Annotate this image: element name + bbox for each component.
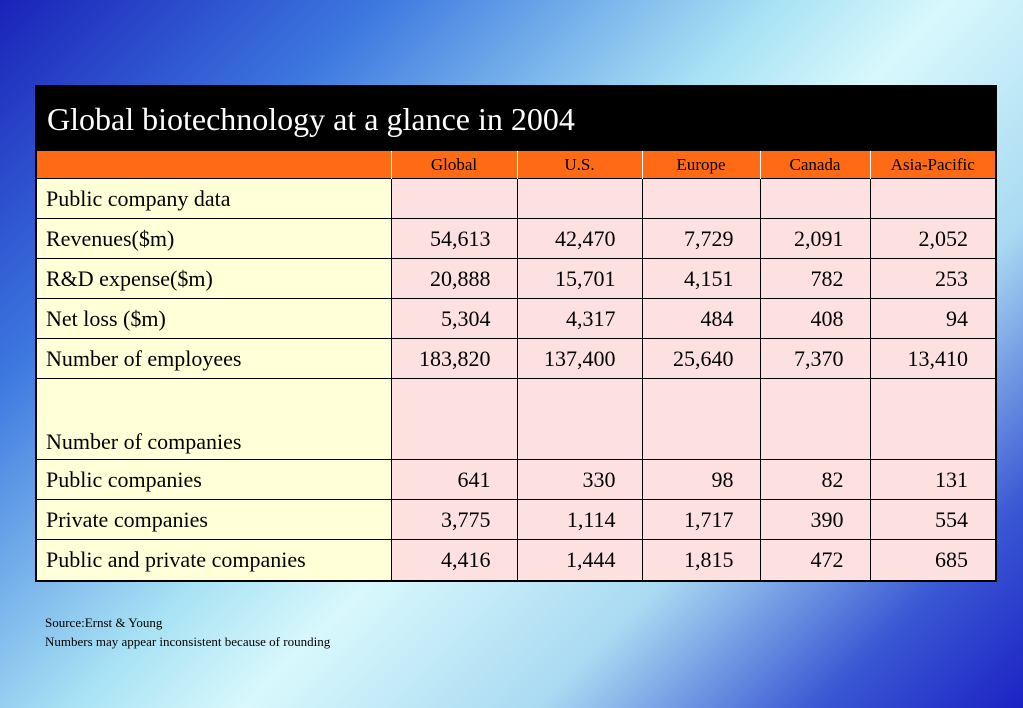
table-row (37, 379, 995, 460)
column-header-label (37, 151, 391, 179)
cell-canada: 408 (760, 299, 870, 339)
table-row (37, 500, 995, 540)
cell-global: 5,304 (391, 299, 517, 339)
cell-us: 1,114 (517, 500, 642, 540)
cell-us: 330 (517, 460, 642, 500)
cell-asia-pacific: 554 (870, 500, 995, 540)
biotech-table (37, 151, 995, 580)
cell-asia-pacific: 253 (870, 259, 995, 299)
cell-europe (642, 179, 760, 219)
cell-canada: 390 (760, 500, 870, 540)
cell-global: 20,888 (391, 259, 517, 299)
cell-global: 54,613 (391, 219, 517, 259)
column-header-canada: Canada (760, 151, 870, 179)
cell-asia-pacific: 685 (870, 540, 995, 580)
cell-canada: 7,370 (760, 339, 870, 379)
cell-us (517, 179, 642, 219)
column-header-row (37, 151, 995, 179)
column-header-global: Global (391, 151, 517, 179)
table-row (37, 540, 995, 580)
row-label: Public and private companies (37, 540, 391, 580)
cell-asia-pacific: 94 (870, 299, 995, 339)
source-note: Source:Ernst & Young (45, 615, 163, 630)
cell-asia-pacific: 131 (870, 460, 995, 500)
cell-us: 42,470 (517, 219, 642, 259)
table-row (37, 460, 995, 500)
cell-canada: 82 (760, 460, 870, 500)
row-label: Private companies (37, 500, 391, 540)
rounding-note: Numbers may appear inconsistent because of rounding (45, 634, 331, 649)
cell-europe: 1,717 (642, 500, 760, 540)
cell-global: 183,820 (391, 339, 517, 379)
column-header-us: U.S. (517, 151, 642, 179)
cell-europe: 98 (642, 460, 760, 500)
cell-asia-pacific: 2,052 (870, 219, 995, 259)
row-label: Public company data (37, 179, 391, 219)
row-label: Net loss ($m) (37, 299, 391, 339)
table-row (37, 339, 995, 379)
cell-us: 137,400 (517, 339, 642, 379)
table-row (37, 299, 995, 339)
cell-us: 1,444 (517, 540, 642, 580)
row-label: Number of companies (37, 379, 391, 460)
cell-europe: 1,815 (642, 540, 760, 580)
cell-canada: 2,091 (760, 219, 870, 259)
cell-asia-pacific (870, 179, 995, 219)
footnotes (45, 613, 330, 651)
table-title: Global biotechnology at a glance in 2004 (37, 87, 995, 151)
cell-us: 15,701 (517, 259, 642, 299)
cell-asia-pacific (870, 379, 995, 460)
row-label: R&D expense($m) (37, 259, 391, 299)
cell-global: 3,775 (391, 500, 517, 540)
cell-us (517, 379, 642, 460)
row-label: Number of employees (37, 339, 391, 379)
cell-europe: 4,151 (642, 259, 760, 299)
cell-europe (642, 379, 760, 460)
cell-us: 4,317 (517, 299, 642, 339)
cell-global: 4,416 (391, 540, 517, 580)
cell-europe: 25,640 (642, 339, 760, 379)
cell-global (391, 179, 517, 219)
cell-global: 641 (391, 460, 517, 500)
data-table-panel (35, 85, 997, 582)
cell-canada: 472 (760, 540, 870, 580)
cell-europe: 484 (642, 299, 760, 339)
cell-canada: 782 (760, 259, 870, 299)
cell-canada (760, 379, 870, 460)
row-label: Public companies (37, 460, 391, 500)
column-header-europe: Europe (642, 151, 760, 179)
cell-canada (760, 179, 870, 219)
table-row (37, 259, 995, 299)
cell-europe: 7,729 (642, 219, 760, 259)
cell-asia-pacific: 13,410 (870, 339, 995, 379)
column-header-asia-pacific: Asia-Pacific (870, 151, 995, 179)
table-row (37, 179, 995, 219)
row-label: Revenues($m) (37, 219, 391, 259)
table-row (37, 219, 995, 259)
cell-global (391, 379, 517, 460)
